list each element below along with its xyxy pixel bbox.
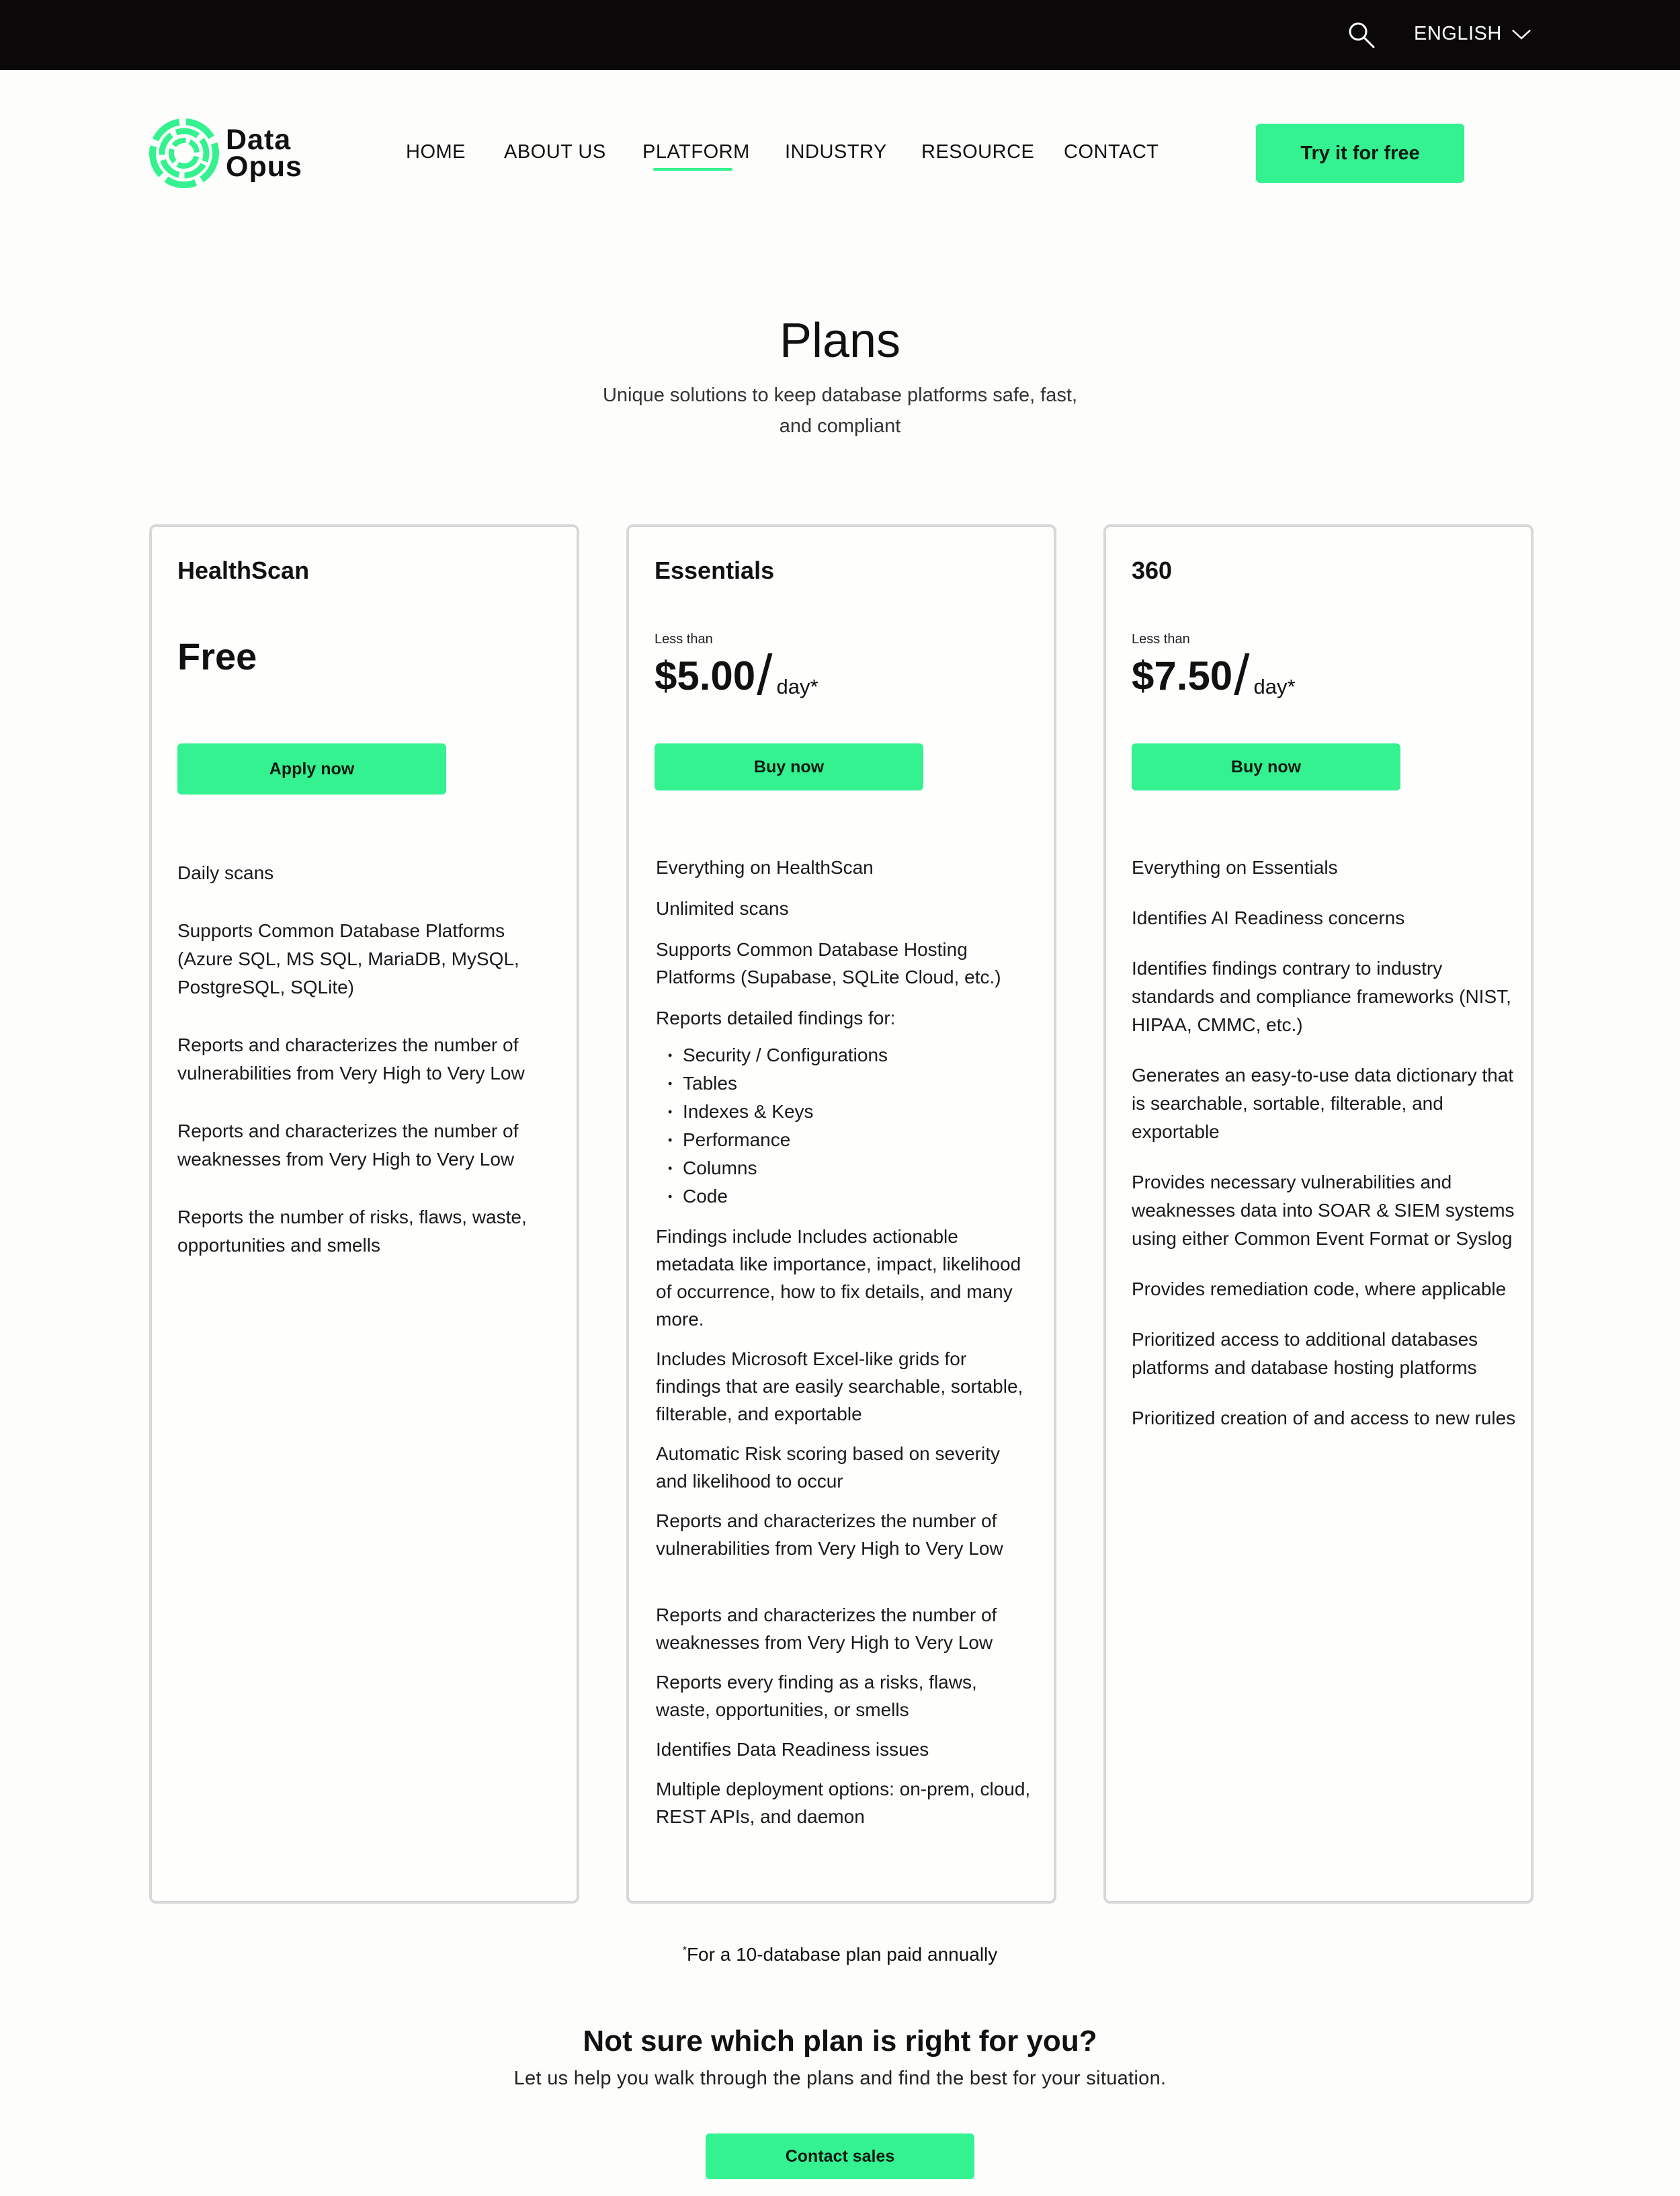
price-slash: / [757, 643, 773, 706]
footnote-text: For a 10-database plan paid annually [686, 1944, 998, 1965]
nav-home[interactable]: HOME [406, 141, 466, 163]
findings-item: • Security / Configurations [668, 1041, 1032, 1069]
feature-item: Prioritized creation of and access to new rules [1132, 1408, 1516, 1428]
chevron-down-icon [1511, 28, 1531, 40]
try-free-button[interactable]: Try it for free [1256, 124, 1464, 183]
plan-name: 360 [1132, 557, 1173, 584]
feature-item: Everything on HealthScan [656, 857, 874, 878]
plan-price [1132, 643, 1296, 706]
feature-item: Findings include Includes actionable metadata like importance, impact, likelihood of occurrence, how to fix details, and many more. [656, 1226, 1021, 1330]
plan-name: HealthScan [177, 557, 310, 584]
language-selector[interactable] [1414, 23, 1531, 45]
language-label: ENGLISH [1414, 23, 1502, 44]
price-unit: day* [1253, 675, 1296, 698]
price-amount: $5.00 [655, 653, 756, 698]
feature-item: Provides necessary vulnerabilities and weaknesses data into SOAR & SIEM systems using either Common Event Format or Syslog [1132, 1172, 1515, 1249]
logo-line2: Opus [226, 151, 302, 183]
feature-item: Identifies Data Readiness issues [656, 1739, 929, 1760]
plan-name: Essentials [655, 557, 775, 584]
feature-item: Supports Common Database Platforms (Azure SQL, MS SQL, MariaDB, MySQL, PostgreSQL, SQLite) [177, 920, 519, 998]
feature-item: Prioritized access to additional databases platforms and database hosting platforms [1132, 1329, 1478, 1378]
feature-item: Supports Common Database Hosting Platforms (Supabase, SQLite Cloud, etc.) [656, 939, 1001, 987]
cta-title: Not sure which plan is right for you? [583, 2025, 1097, 2058]
plan-features [1132, 854, 1518, 1432]
nav-industry[interactable]: INDUSTRY [785, 141, 887, 163]
nav-about-us[interactable]: ABOUT US [504, 141, 606, 163]
findings-item: • Tables [668, 1069, 1032, 1098]
feature-item: Reports and characterizes the number of vulnerabilities from Very High to Very Low [177, 1034, 525, 1084]
nav-platform[interactable]: PLATFORM [642, 141, 750, 163]
plan-features [177, 859, 540, 1260]
plan-features [656, 854, 1032, 1830]
feature-item: Includes Microsoft Excel-like grids for findings that are easily searchable, sortable, filterable, and exportable [656, 1348, 1023, 1424]
price-unit: day* [776, 675, 818, 698]
pricing-footnote [0, 1944, 1680, 1965]
feature-item: Identifies AI Readiness concerns [1132, 907, 1405, 928]
feature-item: Multiple deployment options: on-prem, cloud, REST APIs, and daemon [656, 1779, 1031, 1827]
price-prefix: Less than [1132, 632, 1190, 647]
findings-item: • Columns [668, 1154, 1032, 1182]
feature-item: Reports and characterizes the number of weaknesses from Very High to Very Low [177, 1121, 519, 1170]
nav-contact[interactable]: CONTACT [1064, 141, 1159, 163]
feature-item: Daily scans [177, 862, 274, 883]
subtitle-line: and compliant [779, 415, 901, 437]
page-title: Plans [779, 314, 901, 368]
footnote-mark: * [682, 1945, 687, 1957]
feature-item: Generates an easy-to-use data dictionary that is searchable, sortable, filterable, and exportable [1132, 1065, 1514, 1142]
logo-line1: Data [226, 124, 292, 156]
top-bar [0, 0, 1680, 70]
buy-now-button[interactable]: Buy now [1132, 743, 1400, 790]
price-amount: $7.50 [1132, 653, 1233, 698]
feature-item: Reports and characterizes the number of weaknesses from Very High to Very Low [656, 1604, 997, 1653]
cta-subtitle: Let us help you walk through the plans and find the best for your situation. [513, 2068, 1167, 2089]
feature-item: Automatic Risk scoring based on severity and likelihood to occur [656, 1443, 1000, 1492]
feature-item: Reports detailed findings for: [656, 1008, 896, 1028]
price-slash: / [1234, 643, 1250, 706]
plan-price [655, 643, 818, 706]
feature-item: Identifies findings contrary to industry standards and compliance frameworks (NIST, HIPAA, CMMC, etc.) [1132, 958, 1511, 1035]
price-prefix: Less than [655, 632, 713, 647]
findings-item: • Indexes & Keys [668, 1098, 1032, 1126]
page-subtitle [591, 380, 1089, 442]
nav-resource[interactable]: RESOURCE [921, 141, 1035, 163]
apply-now-button[interactable]: Apply now [177, 743, 446, 795]
feature-item: Reports and characterizes the number of vulnerabilities from Very High to Very Low [656, 1510, 1003, 1559]
contact-sales-button[interactable]: Contact sales [706, 2133, 974, 2179]
subtitle-line: Unique solutions to keep database platforms safe, fast, [602, 384, 1078, 406]
search-icon[interactable] [1347, 20, 1376, 50]
plan-card-healthscan [149, 524, 579, 1904]
findings-item: • Performance [668, 1126, 1032, 1154]
findings-list [656, 1041, 1032, 1211]
findings-item: • Code [668, 1182, 1032, 1211]
feature-item: Reports every finding as a risks, flaws, waste, opportunities, or smells [656, 1672, 977, 1720]
plan-price: Free [177, 635, 257, 678]
plan-card-essentials [626, 524, 1056, 1904]
feature-item: Provides remediation code, where applicable [1132, 1278, 1507, 1299]
feature-item: Unlimited scans [656, 898, 789, 919]
feature-item: Everything on Essentials [1132, 857, 1338, 878]
buy-now-button[interactable]: Buy now [655, 743, 923, 790]
feature-item: Reports the number of risks, flaws, waste, opportunities and smells [177, 1207, 527, 1256]
plan-card-360 [1103, 524, 1534, 1904]
